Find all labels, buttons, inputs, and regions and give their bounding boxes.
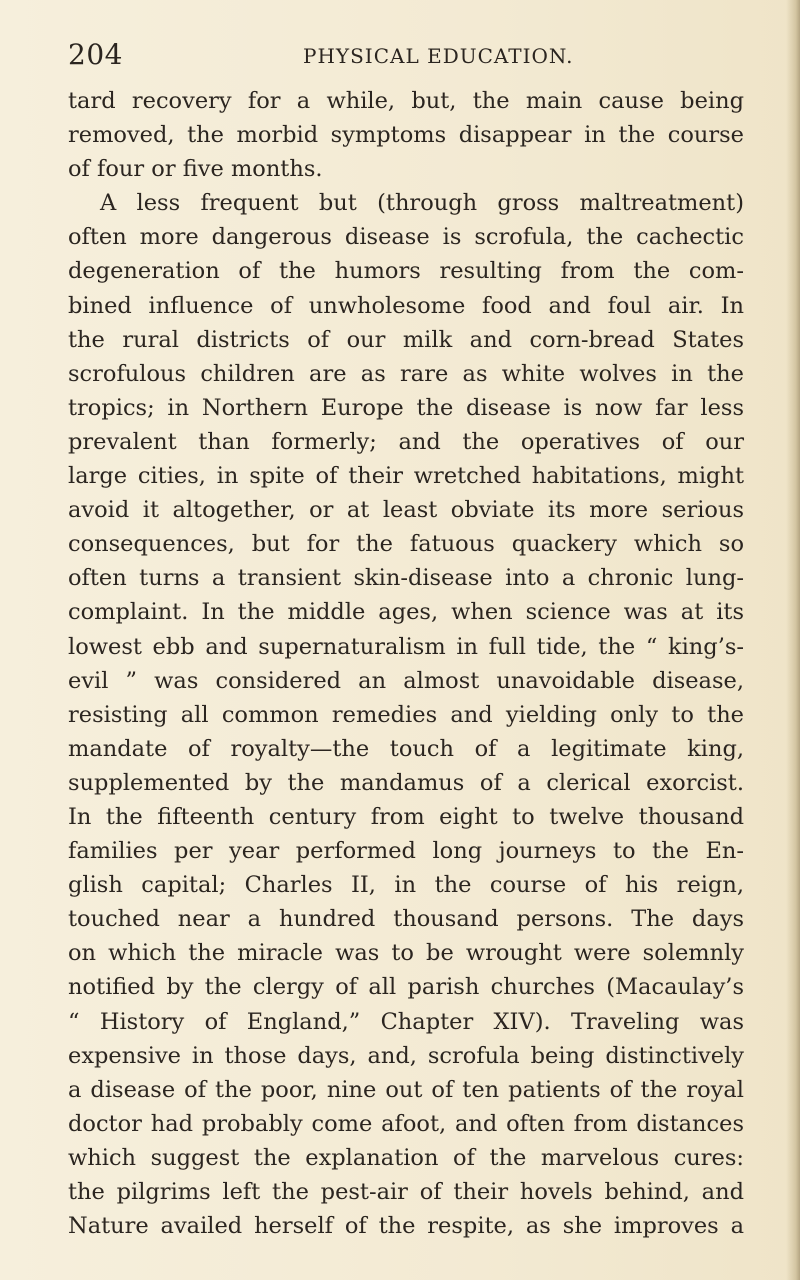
text-line: on which the miracle was to be wrought were solemnly	[68, 940, 744, 967]
text-line: of four or five months.	[68, 156, 323, 183]
text-line: tard recovery for a while, but, the main cause being	[68, 88, 744, 114]
text-line: In the fifteenth century from eight to twelve thousand	[68, 803, 744, 830]
text-line: “ History of England,” Chapter XIV). Traveling was	[68, 1008, 744, 1035]
body-text	[68, 84, 744, 1243]
text-line: expensive in those days, and, scrofula being distinctively	[68, 1042, 744, 1069]
text-line: mandate of royalty—the touch of a legitimate king,	[68, 735, 744, 762]
text-line: lowest ebb and supernaturalism in full tide, the “ king’s-	[68, 633, 744, 660]
running-title: PHYSICAL EDUCATION.	[303, 44, 574, 68]
text-line: prevalent than formerly; and the operatives of our	[68, 428, 744, 455]
text-line: families per year performed long journeys to the En-	[68, 838, 744, 865]
text-line: degeneration of the humors resulting from the com-	[68, 258, 744, 285]
text-line: the rural districts of our milk and corn-bread States	[68, 326, 744, 353]
page-edge-shadow	[786, 0, 800, 1280]
text-line: the pilgrims left the pest-air of their hovels behind, and	[68, 1179, 744, 1205]
text-line: glish capital; Charles II, in the course of his reign,	[68, 872, 744, 899]
text-line: which suggest the explanation of the marvelous cures:	[68, 1144, 744, 1171]
text-line: scrofulous children are as rare as white wolves in the	[68, 360, 744, 387]
page-header	[68, 38, 746, 74]
text-line: supplemented by the mandamus of a clerical exorcist.	[68, 769, 744, 796]
text-line: complaint. In the middle ages, when science was at its	[68, 599, 744, 626]
page-number: 204	[68, 38, 123, 71]
text-line: tropics; in Northern Europe the disease is now far less	[68, 394, 744, 421]
text-line: bined influence of unwholesome food and foul air. In	[68, 292, 744, 319]
text-line: avoid it altogether, or at least obviate its more serious	[68, 497, 744, 524]
text-line: removed, the morbid symptoms disappear in the course	[68, 122, 744, 149]
text-line: notified by the clergy of all parish churches (Macaulay’s	[68, 974, 744, 1001]
text-line: doctor had probably come afoot, and often from distances	[68, 1110, 744, 1137]
text-line: Nature availed herself of the respite, as she improves a	[68, 1213, 744, 1240]
text-line: large cities, in spite of their wretched habitations, might	[68, 463, 744, 490]
text-line: often more dangerous disease is scrofula, the cachectic	[68, 224, 744, 251]
text-line: resisting all common remedies and yielding only to the	[68, 701, 744, 728]
text-line: often turns a transient skin-disease into a chronic lung-	[68, 565, 744, 592]
text-line: evil ” was considered an almost unavoidable disease,	[68, 667, 744, 694]
text-line: a disease of the poor, nine out of ten patients of the royal	[68, 1076, 744, 1103]
text-line: consequences, but for the fatuous quackery which so	[68, 531, 744, 558]
text-line: A less frequent but (through gross maltreatment)	[100, 190, 744, 217]
text-line: touched near a hundred thousand persons. The days	[68, 906, 744, 933]
